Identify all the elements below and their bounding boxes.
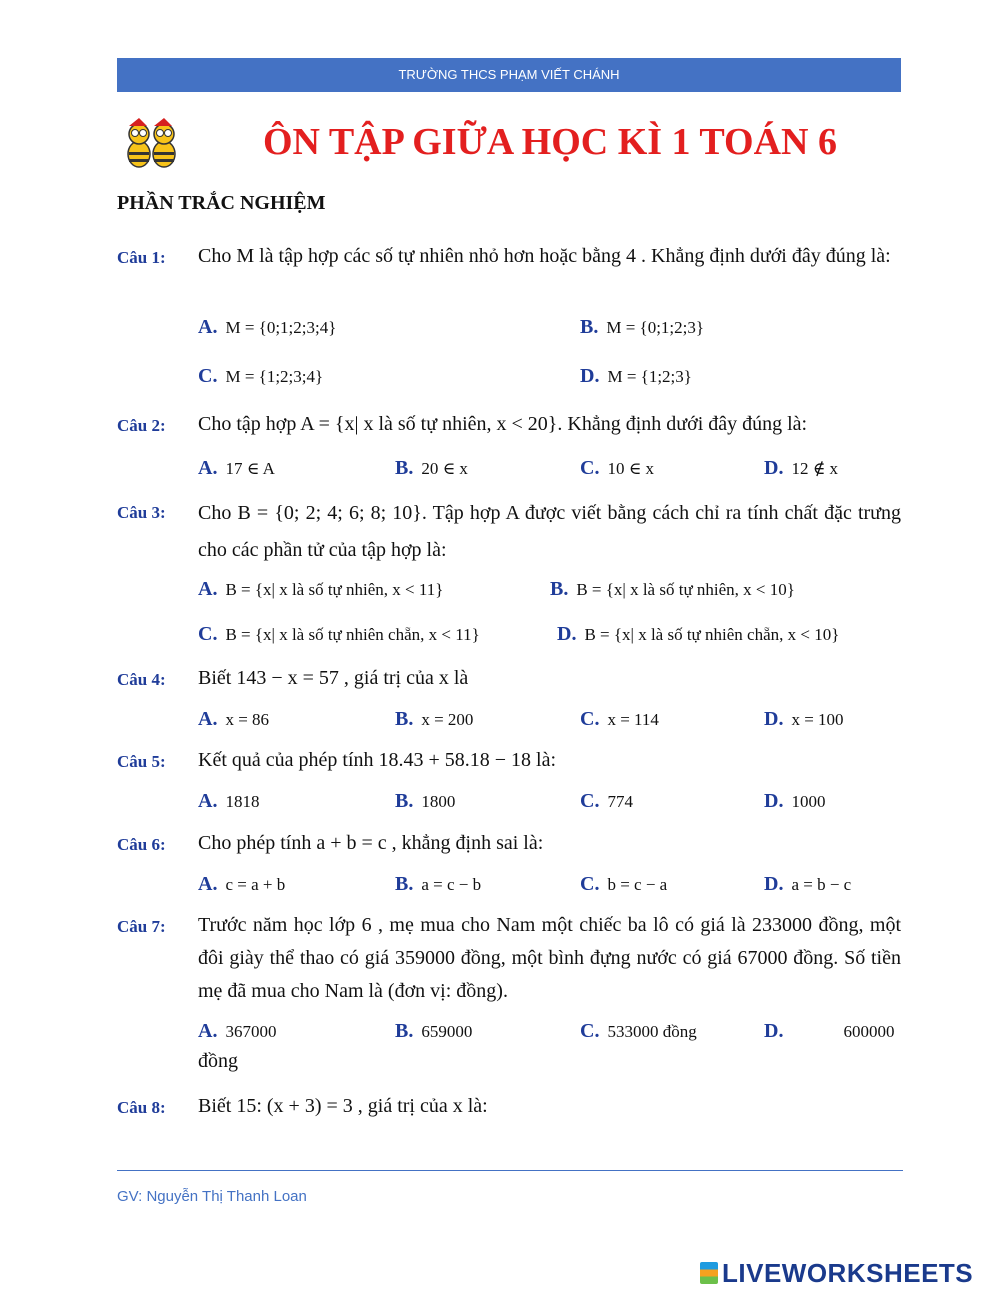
question-2-label: Câu 2:	[117, 416, 166, 435]
question-6-option-c[interactable]: C. b = c − a	[580, 873, 668, 895]
school-name: TRƯỜNG THCS PHẠM VIẾT CHÁNH	[398, 67, 620, 82]
question-3-option-b[interactable]: B. B = {x| x là số tự nhiên, x < 10}	[550, 578, 795, 600]
question-1-text: Cho M là tập hợp các số tự nhiên nhỏ hơn hoặc bằng 4 . Khẳng định dưới đây đúng là:	[198, 245, 891, 267]
question-8-text: Biết 15: (x + 3) = 3 , giá trị của x là:	[198, 1095, 488, 1117]
question-2-text: Cho tập hợp A = {x| x là số tự nhiên, x < 20}. Khẳng định dưới đây đúng là:	[198, 413, 808, 435]
teacher-credit: GV: Nguyễn Thị Thanh Loan	[117, 1188, 307, 1205]
question-1-option-d[interactable]: D. M = {1;2;3}	[580, 365, 692, 387]
question-2-option-c[interactable]: C. 10 ∈ x	[580, 457, 655, 479]
question-1-label: Câu 1:	[117, 248, 166, 267]
question-4-option-b[interactable]: B. x = 200	[395, 708, 474, 730]
question-7-option-b[interactable]: B. 659000	[395, 1020, 473, 1042]
question-4-option-a[interactable]: A. x = 86	[198, 708, 270, 730]
question-5-text: Kết quả của phép tính 18.43 + 58.18 − 18 là:	[198, 749, 557, 771]
question-7-option-d[interactable]: D. 600000	[764, 1020, 895, 1042]
question-3-text: Cho B = {0; 2; 4; 6; 8; 10}. Tập hợp A được viết bằng cách chỉ ra tính chất đặc trưng cho các phần tử của tập hợp là:	[198, 502, 901, 561]
question-3-option-c[interactable]: C. B = {x| x là số tự nhiên chẵn, x < 11}	[198, 623, 480, 645]
question-4-option-c[interactable]: C. x = 114	[580, 708, 659, 730]
footer-divider	[117, 1170, 903, 1171]
question-3-label: Câu 3:	[117, 503, 166, 522]
question-8-label: Câu 8:	[117, 1098, 166, 1117]
question-5-option-d[interactable]: D. 1000	[764, 790, 826, 812]
question-1-option-c[interactable]: C. M = {1;2;3;4}	[198, 365, 324, 387]
question-7-option-a[interactable]: A. 367000	[198, 1020, 277, 1042]
question-3-option-d[interactable]: D. B = {x| x là số tự nhiên chẵn, x < 10}	[557, 623, 840, 645]
question-2-option-d[interactable]: D. 12 ∉ x	[764, 457, 839, 479]
question-6-label: Câu 6:	[117, 835, 166, 854]
question-2-option-a[interactable]: A. 17 ∈ A	[198, 457, 275, 479]
question-6-option-a[interactable]: A. c = a + b	[198, 873, 286, 895]
question-6-option-b[interactable]: B. a = c − b	[395, 873, 482, 895]
question-6-text: Cho phép tính a + b = c , khẳng định sai là:	[198, 832, 544, 854]
question-1-option-a[interactable]: A. M = {0;1;2;3;4}	[198, 316, 337, 338]
question-1-option-b[interactable]: B. M = {0;1;2;3}	[580, 316, 705, 338]
question-7-text: Trước năm học lớp 6 , mẹ mua cho Nam một chiếc ba lô có giá là 233000 đồng, một đôi giày thể thao có giá 359000 đồng, một bình đựng nước có giá 67000 đồng. Số tiền mẹ đã mua cho Nam là (đơn vị: đồng).	[198, 914, 901, 1002]
question-4-label: Câu 4:	[117, 670, 166, 689]
section-heading: PHẦN TRẮC NGHIỆM	[117, 192, 326, 214]
question-4-option-d[interactable]: D. x = 100	[764, 708, 844, 730]
liveworksheets-logo[interactable]: LIVEWORKSHEETS	[700, 1258, 973, 1289]
question-2-option-b[interactable]: B. 20 ∈ x	[395, 457, 468, 479]
question-3-option-a[interactable]: A. B = {x| x là số tự nhiên, x < 11}	[198, 578, 444, 600]
question-5-option-a[interactable]: A. 1818	[198, 790, 260, 812]
bee-mascot-icon	[117, 116, 185, 172]
page-title: ÔN TẬP GIỮA HỌC KÌ 1 TOÁN 6	[263, 121, 837, 163]
question-7-option-c[interactable]: C. 533000 đồng	[580, 1020, 697, 1042]
question-6-option-d[interactable]: D. a = b − c	[764, 873, 852, 895]
question-5-option-b[interactable]: B. 1800	[395, 790, 456, 812]
question-7-option-tail: đồng	[198, 1050, 238, 1072]
question-7-label: Câu 7:	[117, 917, 166, 936]
question-5-option-c[interactable]: C. 774	[580, 790, 633, 812]
liveworksheets-icon	[700, 1262, 718, 1284]
school-header-bar	[117, 58, 901, 92]
question-5-label: Câu 5:	[117, 752, 166, 771]
question-4-text: Biết 143 − x = 57 , giá trị của x là	[198, 667, 469, 689]
